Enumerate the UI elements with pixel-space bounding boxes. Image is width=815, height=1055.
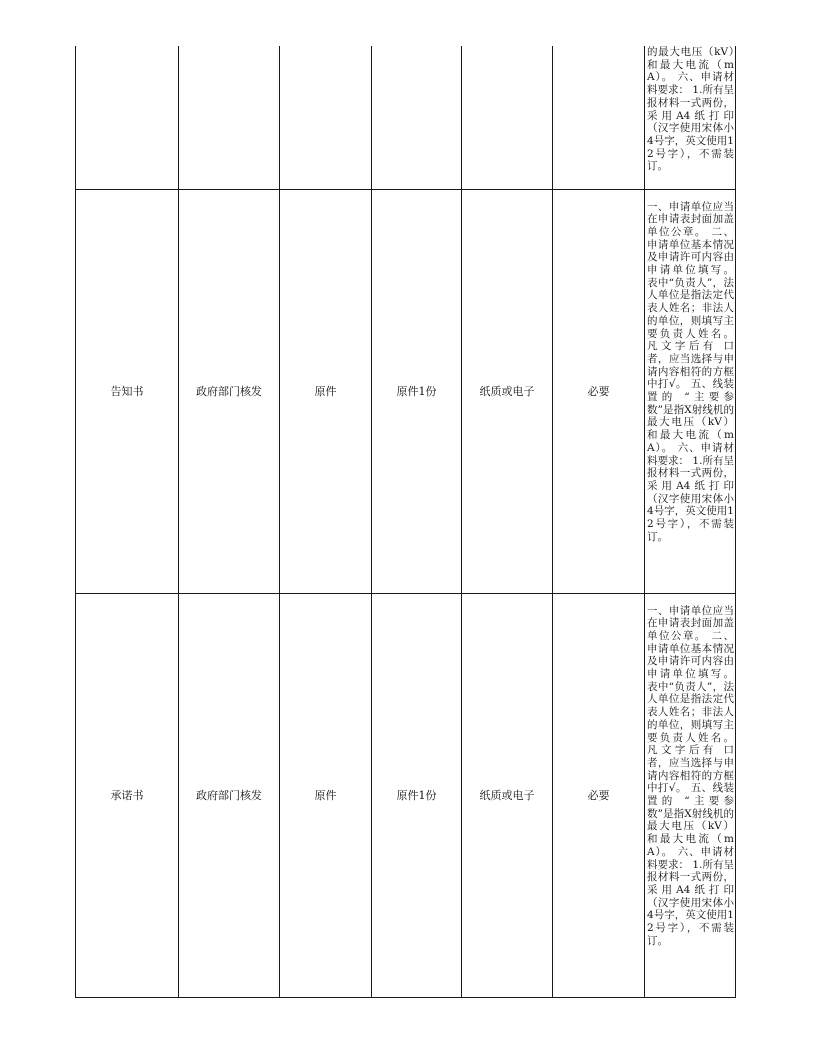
material-note-text: 一、申请单位应当在申请表封面加盖单位公章。 二、申请单位基本情况及申请许可内容由申请单位填写。 表中“负责人”，法人单位是指法定代表人姓名；非法人的单位，则填写主要负责人姓名。 凡文字后有 口 者，应当选择与申请内容相符的方框中打√。 五、线装置的 “主要参数”是指X射线机的最大电压（kV）和最大电流（mA）。 六、申请材料要求： 1.所有呈报材料一式两份，采用A4纸打印（汉字使用宋体小4号字，英文使用12号字），不需装订。	[647, 604, 734, 947]
material-required-cell	[553, 46, 645, 189]
material-note-cell	[645, 189, 736, 593]
table-row	[76, 189, 736, 593]
material-count-cell: 原件1份	[372, 189, 462, 593]
material-count-cell	[372, 46, 462, 189]
materials-table	[75, 46, 736, 998]
material-note-cell	[645, 593, 736, 997]
material-type-cell: 原件	[280, 189, 372, 593]
material-form-cell: 纸质或电子	[462, 593, 553, 997]
table-row	[76, 593, 736, 997]
material-form-cell	[462, 46, 553, 189]
table-row	[76, 46, 736, 189]
material-required-cell: 必要	[553, 593, 645, 997]
material-name-cell: 承诺书	[76, 593, 179, 997]
material-source-cell	[179, 46, 280, 189]
material-type-cell: 原件	[280, 593, 372, 997]
material-form-cell: 纸质或电子	[462, 189, 553, 593]
material-source-cell: 政府部门核发	[179, 593, 280, 997]
material-note-cell	[645, 46, 736, 189]
material-note-text: 的最大电压（kV）和最大电流（mA）。 六、申请材料要求： 1.所有呈报材料一式两份，采用A4纸打印（汉字使用宋体小4号字，英文使用12号字），不需装订。	[647, 46, 734, 173]
material-count-cell: 原件1份	[372, 593, 462, 997]
material-required-cell: 必要	[553, 189, 645, 593]
material-name-cell	[76, 46, 179, 189]
material-source-cell: 政府部门核发	[179, 189, 280, 593]
material-type-cell	[280, 46, 372, 189]
material-note-text: 一、申请单位应当在申请表封面加盖单位公章。 二、申请单位基本情况及申请许可内容由申请单位填写。 表中“负责人”，法人单位是指法定代表人姓名；非法人的单位，则填写主要负责人姓名。 凡文字后有 口 者，应当选择与申请内容相符的方框中打√。 五、线装置的 “主要参数”是指X射线机的最大电压（kV）和最大电流（mA）。 六、申请材料要求： 1.所有呈报材料一式两份，采用A4纸打印（汉字使用宋体小4号字，英文使用12号字），不需装订。	[647, 200, 734, 543]
material-name-cell: 告知书	[76, 189, 179, 593]
